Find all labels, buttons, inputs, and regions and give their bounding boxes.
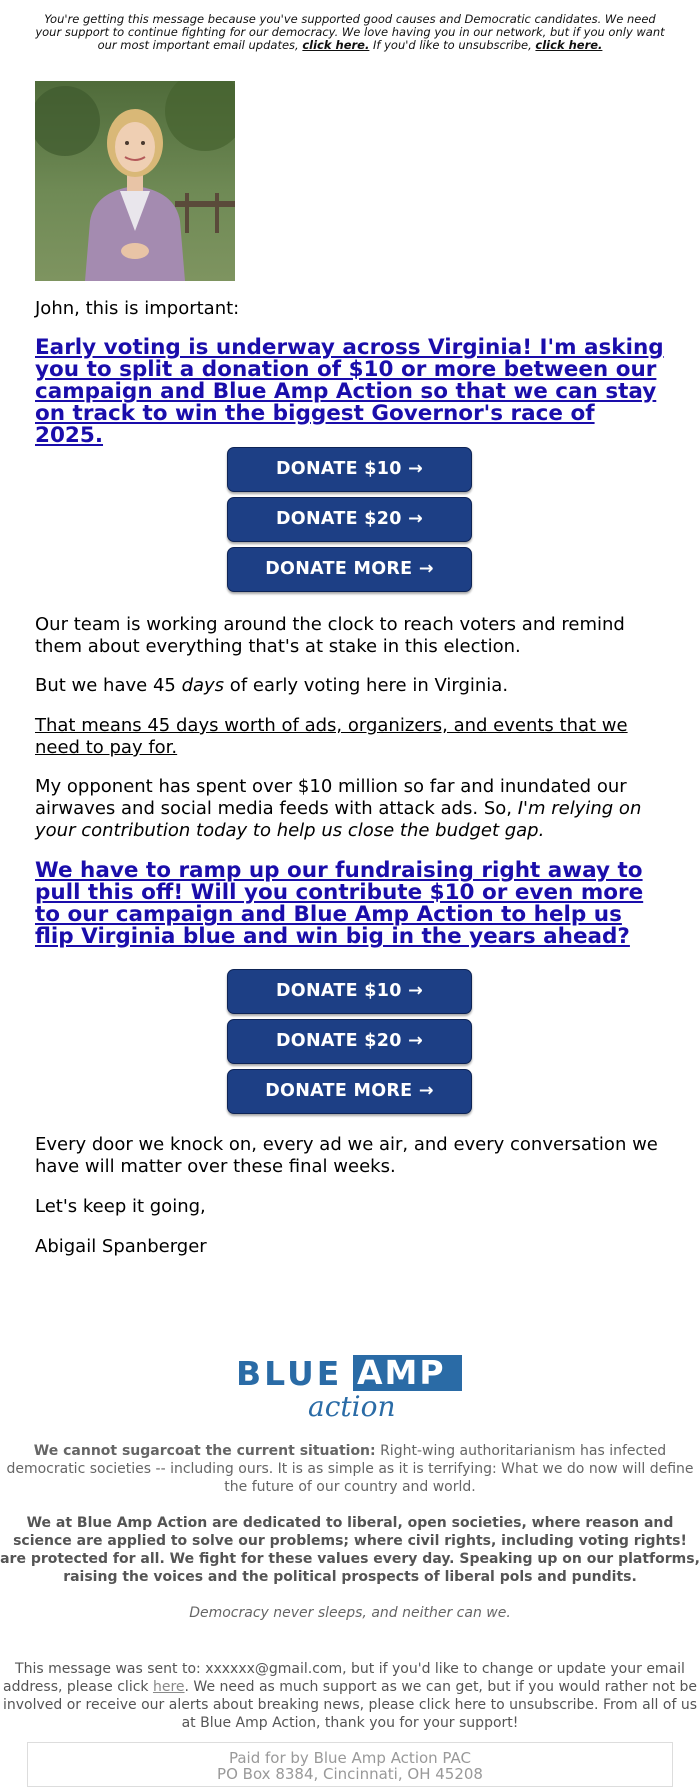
candidate-photo <box>35 81 235 281</box>
blue-amp-action-logo <box>236 1354 464 1426</box>
donate-20-button[interactable]: DONATE $20 → <box>227 1019 472 1064</box>
paid-for-box <box>27 1742 673 1787</box>
p4-plain: My opponent has spent over $10 million so far and inundated our airwaves and social media feeds with attack ads. So, <box>35 776 627 819</box>
body-paragraph-4 <box>35 776 665 842</box>
donate-10-button[interactable]: DONATE $10 → <box>227 969 472 1014</box>
notice-middle: If you'd like to unsubscribe, <box>373 38 532 52</box>
donate-more-button[interactable]: DONATE MORE → <box>227 547 472 592</box>
signature: Abigail Spanberger <box>35 1236 207 1257</box>
footer-paragraph-1 <box>0 1442 700 1496</box>
footer-paragraph-4 <box>0 1660 700 1732</box>
logo-blue-text: BLUE <box>236 1354 343 1393</box>
p2-before: But we have 45 <box>35 675 182 696</box>
p4-emphasis: I'm relying on your contribution today to help us close the budget gap. <box>35 798 642 841</box>
notice-text: You're getting this message because you've supported good causes and Democratic candidates. We need your support to continue fighting for our democracy. We love having you in our network, but if you only want our most important email updates, <box>35 12 665 52</box>
sign-off: Let's keep it going, <box>35 1196 206 1217</box>
top-notice <box>30 13 670 52</box>
unsubscribe-link[interactable]: click here. <box>535 38 603 52</box>
headline-link-2[interactable]: We have to ramp up our fundraising right away to pull this off! Will you contribute $10 or even more to our campaign and Blue Amp Action to help us flip Virginia blue and win big in the years ahead? <box>35 858 644 949</box>
update-prefs-link[interactable]: click here. <box>302 38 370 52</box>
footer-lead: We cannot sugarcoat the current situation: <box>33 1443 376 1459</box>
footer-p4-before: This message was sent to: xxxxxx@gmail.com, but if you'd like to change or update your email address, please click <box>3 1661 685 1695</box>
paid-for-line: Paid for by Blue Amp Action PAC <box>228 1749 471 1767</box>
headline-link-1[interactable]: Early voting is underway across Virginia! I'm asking you to split a donation of $10 or more between our campaign and Blue Amp Action so that we can stay on track to win the biggest Governor's race of 2025. <box>35 335 664 448</box>
donate-buttons-2 <box>227 969 472 1119</box>
greeting: John, this is important: <box>35 298 240 319</box>
footer-p1-rest: Right-wing authoritarianism has infected democratic societies -- including ours. It is as simple as it is terrifying: What we do now will define the future of our country and world. <box>6 1443 694 1495</box>
p2-emphasis: days <box>181 675 225 696</box>
donate-more-button[interactable]: DONATE MORE → <box>227 1069 472 1114</box>
footer-p4-after: . We need as much support as we can get, but if you would rather not be involved or receive our alerts about breaking news, please click here to unsubscribe. From all of us at Blue Amp Action, thank you for your support! <box>3 1679 697 1731</box>
candidate-photo-image <box>35 81 235 281</box>
footer-tagline: Democracy never sleeps, and neither can we. <box>189 1605 511 1621</box>
logo-action-text: action <box>308 1390 396 1423</box>
body-paragraph-5: Every door we knock on, every ad we air, and every conversation we have will matter over these final weeks. <box>35 1134 658 1177</box>
donate-10-button[interactable]: DONATE $10 → <box>227 447 472 492</box>
body-paragraph-2 <box>35 675 665 697</box>
body-paragraph-3: That means 45 days worth of ads, organizers, and events that we need to pay for. <box>35 715 628 758</box>
p2-after: of early voting here in Virginia. <box>224 675 509 696</box>
update-email-link[interactable]: here <box>152 1679 185 1695</box>
footer-paragraph-2: We at Blue Amp Action are dedicated to liberal, open societies, where reason and science are applied to solve our problems; where civil rights, including voting rights! are protected for all. We fight for these values every day. Speaking up on our platforms, raising the voices and the political prospects of liberal pols and pundits. <box>0 1515 700 1585</box>
donate-buttons-1 <box>227 447 472 597</box>
body-paragraph-1: Our team is working around the clock to reach voters and remind them about everything that's at stake in this election. <box>35 614 625 657</box>
logo-amp-text: AMP <box>357 1353 446 1392</box>
donate-20-button[interactable]: DONATE $20 → <box>227 497 472 542</box>
address-line: PO Box 8384, Cincinnati, OH 45208 <box>217 1765 483 1783</box>
